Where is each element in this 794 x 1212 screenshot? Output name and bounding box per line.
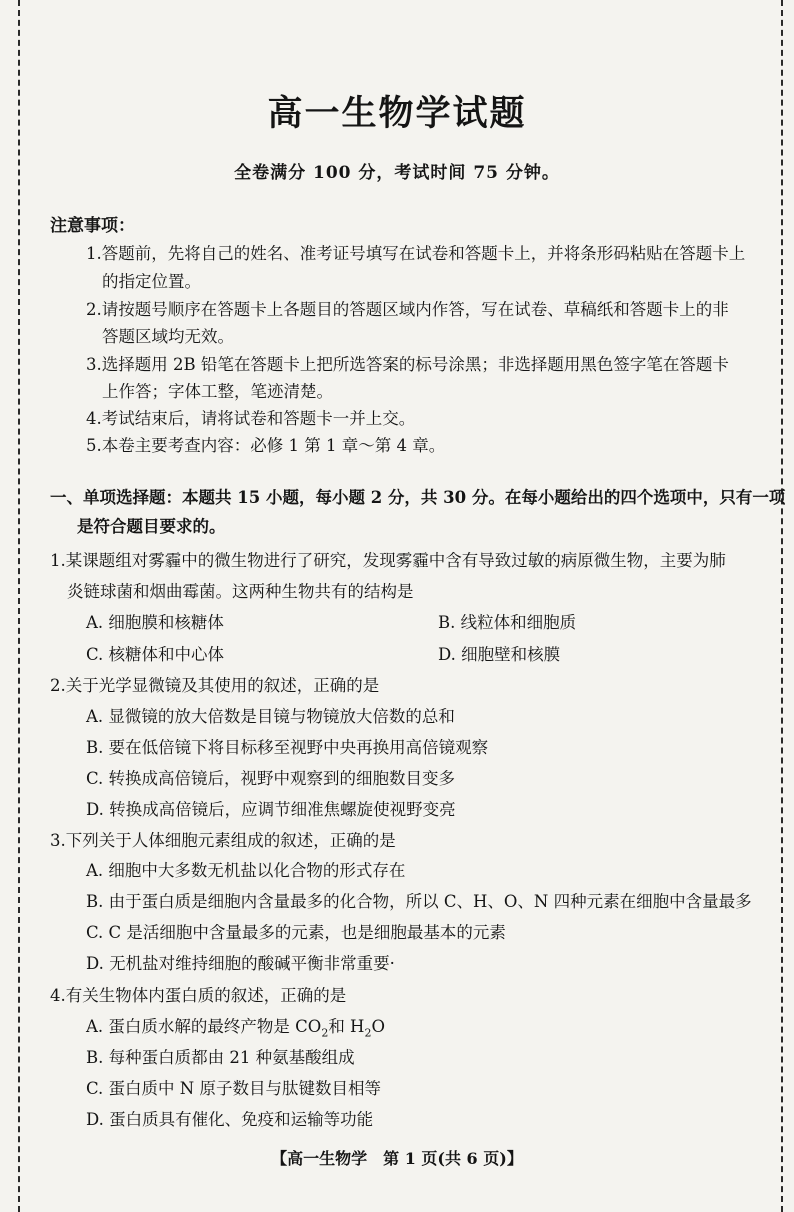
option-a: A. 显微镜的放大倍数是目镜与物镜放大倍数的总和 — [86, 707, 455, 726]
option-d: D. 蛋白质具有催化、免疫和运输等功能 — [86, 1110, 374, 1129]
page-footer: 【高一生物学 第 1 页(共 6 页)】 — [271, 1149, 523, 1168]
notice-heading: 注意事项： — [50, 216, 135, 236]
notice-line: 1.答题前，先将自己的姓名、准考证号填写在试卷和答题卡上，并将条形码粘贴在答题卡上 — [86, 244, 746, 263]
notice-line: 答题区域均无效。 — [102, 327, 234, 346]
subscript: 2 — [321, 1026, 329, 1040]
option-a-text: O — [371, 1017, 385, 1036]
option-b: B. 要在低倍镜下将目标移至视野中央再换用高倍镜观察 — [86, 738, 489, 757]
option-c: C. 转换成高倍镜后，视野中观察到的细胞数目变多 — [86, 769, 456, 788]
notice-line: 上作答；字体工整，笔迹清楚。 — [102, 382, 333, 401]
option-a: A. 细胞中大多数无机盐以化合物的形式存在 — [86, 861, 406, 880]
option-d: D. 无机盐对维持细胞的酸碱平衡非常重要· — [86, 954, 395, 973]
option-a-text: A. 蛋白质水解的最终产物是 CO — [86, 1017, 322, 1036]
question-stem: 炎链球菌和烟曲霉菌。这两种生物共有的结构是 — [67, 582, 414, 601]
section-heading: 一、单项选择题：本题共 15 小题，每小题 2 分，共 30 分。在每小题给出的四个选项中，只有一项 — [50, 488, 786, 507]
question-stem: 4.有关生物体内蛋白质的叙述，正确的是 — [50, 986, 347, 1005]
option-b: B. 每种蛋白质都由 21 种氨基酸组成 — [86, 1048, 355, 1067]
section-heading: 是符合题目要求的。 — [77, 517, 226, 536]
notice-line: 4.考试结束后，请将试卷和答题卡一并上交。 — [86, 409, 416, 428]
option-c: C. 核糖体和中心体 — [86, 645, 225, 664]
option-c: C. 蛋白质中 N 原子数目与肽键数目相等 — [86, 1079, 381, 1098]
question-stem: 3.下列关于人体细胞元素组成的叙述，正确的是 — [50, 831, 396, 850]
notice-line: 的指定位置。 — [102, 272, 201, 291]
question-stem: 1.某课题组对雾霾中的微生物进行了研究，发现雾霾中含有导致过敏的病原微生物，主要为肺 — [50, 551, 726, 570]
option-a: A. 细胞膜和核糖体 — [86, 613, 224, 632]
option-d: D. 转换成高倍镜后，应调节细准焦螺旋使视野变亮 — [86, 800, 456, 819]
option-d: D. 细胞壁和核膜 — [438, 645, 561, 664]
notice-line: 5.本卷主要考查内容：必修 1 第 1 章～第 4 章。 — [86, 436, 446, 455]
subscript: 2 — [364, 1026, 372, 1040]
page-title: 高一生物学试题 — [267, 93, 527, 134]
question-stem: 2.关于光学显微镜及其使用的叙述，正确的是 — [50, 676, 380, 695]
notice-line: 2.请按题号顺序在答题卡上各题目的答题区域内作答，写在试卷、草稿纸和答题卡上的非 — [86, 300, 729, 319]
exam-info: 全卷满分 100 分，考试时间 75 分钟。 — [234, 163, 560, 183]
notice-line: 3.选择题用 2B 铅笔在答题卡上把所选答案的标号涂黑；非选择题用黑色签字笔在答题卡 — [86, 355, 729, 374]
option-a-text: 和 H — [328, 1017, 365, 1036]
option-b: B. 线粒体和细胞质 — [438, 613, 577, 632]
option-b: B. 由于蛋白质是细胞内含量最多的化合物，所以 C、H、O、N 四种元素在细胞中含量最多 — [86, 892, 752, 911]
option-c: C. C 是活细胞中含量最多的元素，也是细胞最基本的元素 — [86, 923, 506, 942]
option-a — [86, 1017, 385, 1040]
